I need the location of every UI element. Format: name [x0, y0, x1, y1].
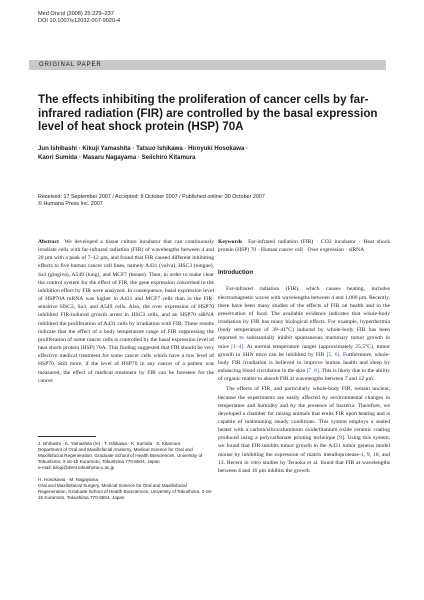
- citation-link[interactable]: [5, 6]: [326, 351, 340, 358]
- copyright-notice: © Humana Press Inc. 2007: [38, 201, 103, 207]
- affiliation-address: Oral and Maxillofacial Surgery, Medical Science for Oral and Maxillofacial Regeneration, Graduate School of Health Biosciences, University of Tokushima, 3-18-15 Kuramoto, Tokushima 770-8504, Japan: [38, 483, 213, 501]
- affiliation-block-1: [38, 441, 216, 471]
- intro-text-part-d: . This is likely due to the ability of organic matter to absorb FIR at wavelengths between 7 and 12 μm.: [218, 368, 391, 383]
- corresponding-email[interactable]: e-mail: kikuji@dent.tokushima-u.ac.jp: [38, 465, 115, 471]
- intro-text-part-c: . Furthermore, whole-body FIR irradiation is believed to improve human health and sleep by enhancing blood circulation in the skin: [218, 351, 390, 375]
- affiliation-names: J. Ishibashi · K. Yamashita (✉) · T. Ishikawa · K. Sumida · S. Kitamura: [38, 441, 181, 446]
- citation-link[interactable]: [1–4]: [231, 343, 244, 350]
- journal-citation: Med Oncol (2008) 25:229–237: [38, 11, 114, 17]
- introduction-paragraph-1: [218, 285, 390, 383]
- right-column: [218, 238, 390, 475]
- author-list: [38, 144, 378, 162]
- citation-link[interactable]: [7, 8]: [306, 368, 319, 375]
- intro-text-part-b: . At normal temperature ranges (approximately 25.5°C), tumor growth in SHN mice can be inhibited by FIR: [218, 343, 390, 358]
- affiliation-footnotes: [38, 441, 216, 501]
- affiliation-names: H. Hosokawa · M. Nagayama: [38, 477, 98, 483]
- received-accepted-dates: Received: 17 September 2007 / Accepted: 9 October 2007 / Published online: 30 October 2007: [38, 194, 265, 200]
- keywords-section: [218, 238, 390, 254]
- abstract-section: [38, 238, 214, 385]
- journal-header: [38, 11, 120, 26]
- footnote-divider: [38, 436, 96, 437]
- introduction-paragraph-2: The effects of FIR, and particularly whole-body FIR, remain unclear, because the experiments are easily affected by environmental changes in temperature and humidity and by the presence of bacteria. Therefore, we developed a chamber for raising animals that emits FIR upon heating and is capable of maintaining steady conditions. This system employs a sealed heater with a carbon/silica/aluminum oxide/titanium oxide ceramic coating produced using a polycarbonate printing technique [9]. Using this system, we found that FIR inhibits tumor growth in the A431 tumor genesis model mouse by inhibiting the expression of matrix metalloprotease-1, 9, 10, and 13. Recent in vitro studies by Teraoka et al. found that FIR at wavelengths between 4 and 16 μm inhibits the growth: [218, 386, 390, 474]
- intro-text-part-a: Far-infrared radiation (FIR), which causes heating, includes electromagnetic waves with wavelengths between 4 and 1,000 μm. Recently, there have been many studies of the effects of FIR on health and in the preservation of food. The available evidence indicates that whole-body irradiation by FIR has many biological effects. For example, hyperthermia (body temperature of 39–41°C) induced by whole-body FIR has been reported to substantially inhibit spontaneous mammary tumor growth in mice: [218, 286, 390, 350]
- affiliation-block-2: [38, 477, 216, 501]
- affiliation-address: Department of Oral and Maxillofacial Anatomy, Medical Science for Oral and Maxillofacial Regeneration, Graduate School of Health Biosciences, University of Tokushima, 3-18-15 Kuramoto, Tokushima 770-8504, Japan: [38, 447, 203, 465]
- article-title: The effects inhibiting the proliferation of cancer cells by far-infrared radiation (FIR) are controlled by the basal expression level of heat shock protein (HSP) 70A: [38, 93, 378, 134]
- section-label: ORIGINAL PAPER: [39, 61, 102, 68]
- publication-dates: [38, 194, 398, 208]
- keywords-label: Keywords: [218, 239, 243, 245]
- keywords-text: Far-infrared radiation (FIR) · CO2 incubator · Heat shock protein (HSP) 70 · Human cancer cell · Over expression · siRNA: [218, 239, 391, 254]
- authors-line-1: Jun Ishibashi · Kikuji Yamashita · Tatsuo Ishikawa · Hiroyuki Hosokawa ·: [38, 145, 249, 152]
- introduction-heading: Introduction: [218, 270, 253, 277]
- abstract-label: Abstract: [38, 239, 59, 245]
- authors-line-2: Kaori Sumida · Masaru Nagayama · Seiichiro Kitamura: [38, 154, 196, 161]
- doi: DOI 10.1007/s12032-007-9020-4: [38, 18, 121, 25]
- abstract-text: We developed a tissue culture incubator that can continuously irradiate cells with far-infrared radiation (FIR) of wavelengths between 4 and 20 μm with a peak of 7–12 μm, and found that FIR caused different inhibiting effects to five human cancer cell lines, namely A431 (vulva), HSC3 (tongue), Sa3 (gingiva), A549 (lung), and MCF7 (breast). Then, in order to make clear the control system for the effect of FIR, the gene expression concerned to the inhibition effect by FIR were analyzed. In consequence, basal expression level of HSP70A mRNA was higher in A431 and MCF7 cells than in the FIR-sensitive HSC3, Sa3, and A549 cells. Also, the over expression of HSP70 inhibited FIR-induced growth arrest in HSC3 cells, and an HSP70 siRNA inhibited the proliferation of A431 cells by irradiation with FIR. These results indicate that the effect of a body temperature range of FIR suppressing the proliferation of some cancer cells is controlled by the basal expression level of heat shock protein (HSP) 70A. This finding suggested that FIR should be very effective medical treatment for some cancer cells which have a low level of HSP70. Still more, if the level of HSP70 in any cancer of a patient was measured, the effect of medical treatment by FIR can be foreseen for the cancer.: [38, 239, 215, 384]
